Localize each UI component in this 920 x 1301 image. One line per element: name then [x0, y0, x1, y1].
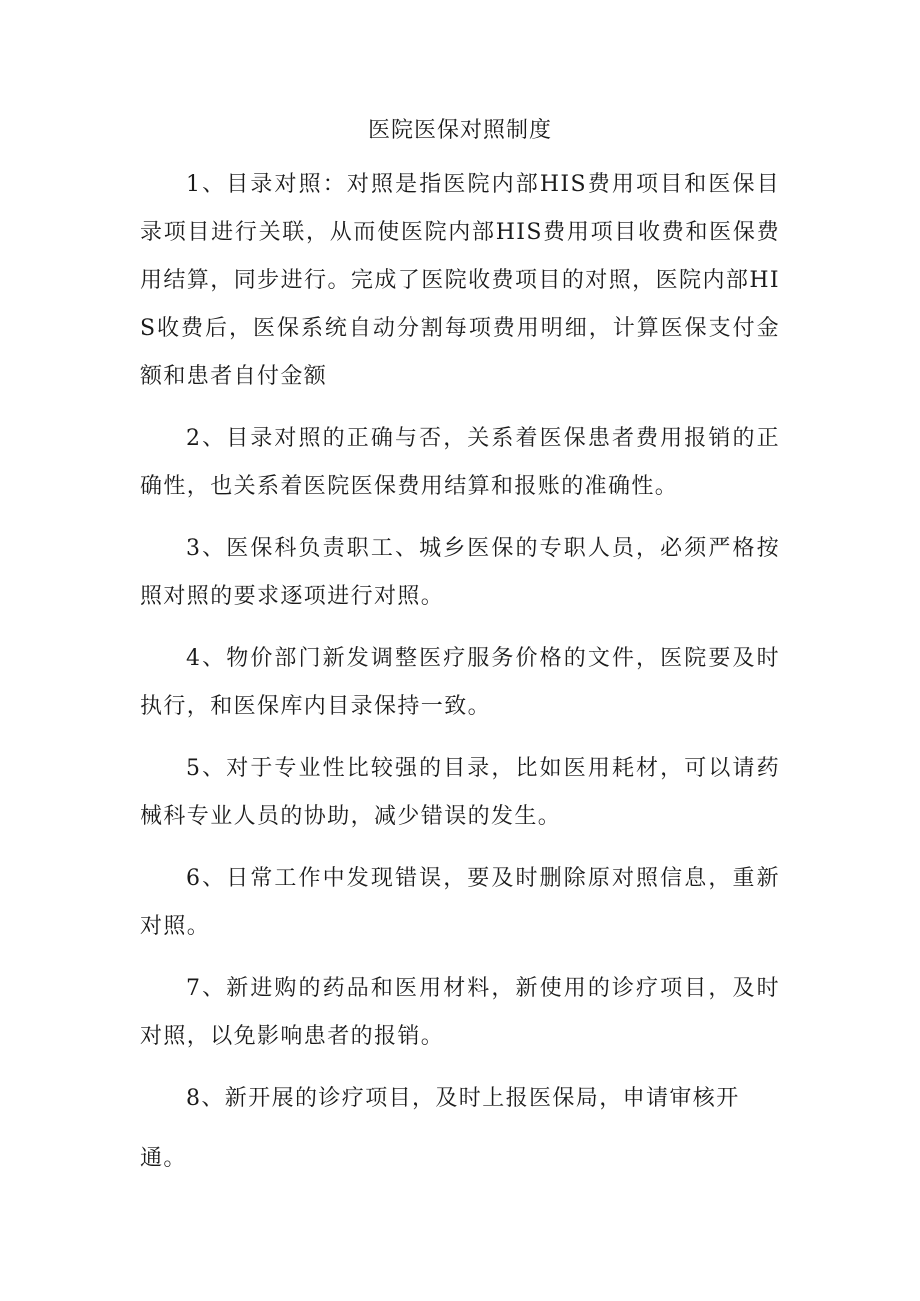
- document-title: 医院医保对照制度: [367, 118, 552, 143]
- paragraph-1: 1、目录对照：对照是指医院内部HIS费用项目和医保目录项目进行关联，从而使医院内部HIS费用项目收费和医保费用结算，同步进行。完成了医院收费项目的对照，医院内部HIS收费后，医保系统自动分割每项费用明细，计算医保支付金额和患者自付金额: [140, 172, 780, 389]
- paragraph-8-continuation: 通。: [140, 1146, 187, 1171]
- paragraph-8: 8、新开展的诊疗项目，及时上报医保局，申请审核开: [186, 1086, 740, 1111]
- paragraph-4: 4、物价部门新发调整医疗服务价格的文件，医院要及时执行，和医保库内目录保持一致。: [140, 646, 780, 719]
- paragraph-6: 6、日常工作中发现错误，要及时删除原对照信息，重新对照。: [140, 866, 780, 939]
- paragraph-3: 3、医保科负责职工、城乡医保的专职人员，必须严格按照对照的要求逐项进行对照。: [140, 536, 780, 609]
- paragraph-5: 5、对于专业性比较强的目录，比如医用耗材，可以请药械科专业人员的协助，减少错误的发生。: [140, 756, 780, 829]
- paragraph-2: 2、目录对照的正确与否，关系着医保患者费用报销的正确性，也关系着医院医保费用结算和报账的准确性。: [140, 426, 780, 499]
- paragraph-7: 7、新进购的药品和医用材料，新使用的诊疗项目，及时对照，以免影响患者的报销。: [140, 976, 780, 1049]
- document-body: [140, 161, 780, 1183]
